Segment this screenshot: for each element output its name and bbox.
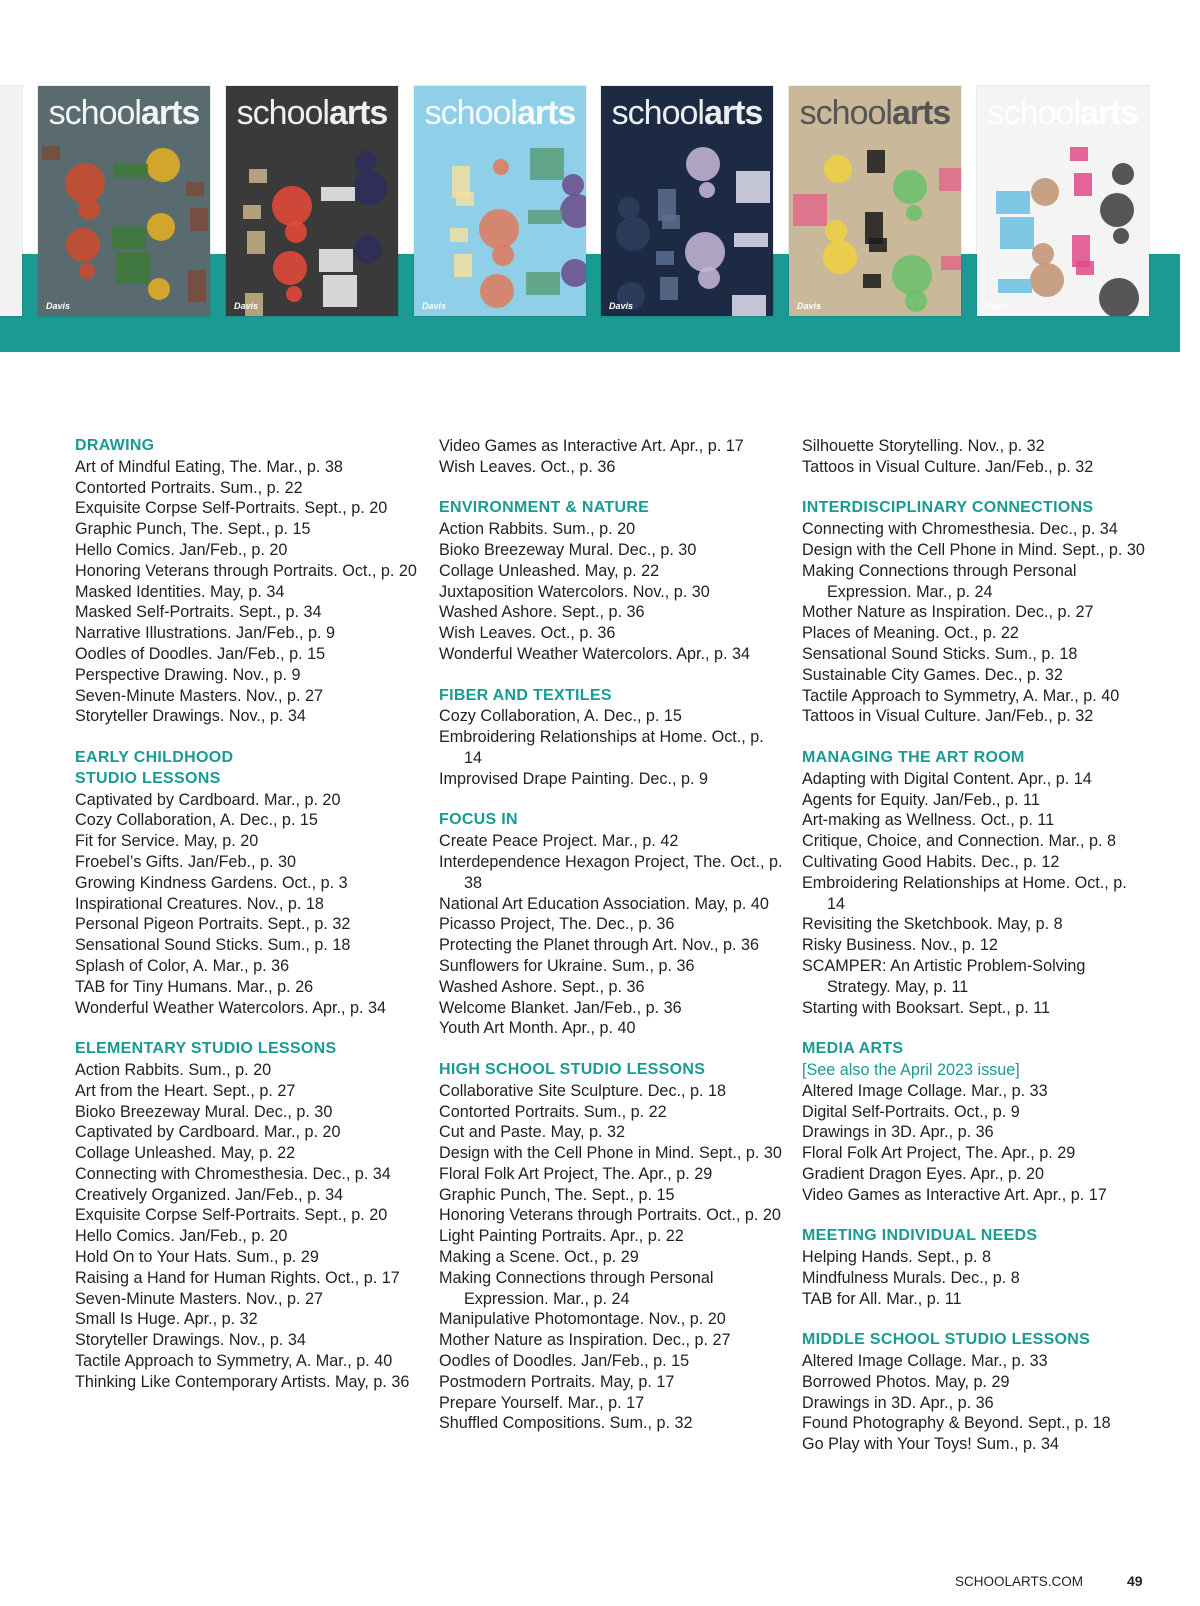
- index-section: [439, 810, 784, 1039]
- index-entry: Storyteller Drawings. Nov., p. 34: [75, 707, 306, 726]
- index-entry: Digital Self-Portraits. Oct., p. 9: [802, 1102, 1020, 1121]
- index-entry: Drawings in 3D. Apr., p. 36: [802, 1123, 994, 1142]
- cover-publisher: Davis: [422, 301, 447, 311]
- index-section: [439, 1060, 784, 1434]
- index-entry: Risky Business. Nov., p. 12: [802, 936, 998, 955]
- index-entry: Drawings in 3D. Apr., p. 36: [802, 1393, 994, 1412]
- index-entry: Wish Leaves. Oct., p. 36: [439, 624, 616, 643]
- cover-logo-school: school: [987, 94, 1080, 132]
- index-entry: Seven-Minute Masters. Nov., p. 27: [75, 686, 324, 705]
- index-entry: Juxtaposition Watercolors. Nov., p. 30: [439, 582, 710, 601]
- cover-publisher: Davis: [234, 301, 259, 311]
- cover-logo: [226, 94, 398, 132]
- cover-publisher: Davis: [797, 301, 822, 311]
- cover-logo: [977, 94, 1149, 132]
- index-entry: SCAMPER: An Artistic Problem-Solving Strategy. May, p. 11: [802, 956, 1086, 996]
- section-heading: MIDDLE SCHOOL STUDIO LESSONS: [802, 1331, 1091, 1349]
- index-entry: Making Connections through Personal Expression. Mar., p. 24: [439, 1268, 714, 1308]
- index-entry: Growing Kindness Gardens. Oct., p. 3: [75, 873, 348, 892]
- index-entry: Action Rabbits. Sum., p. 20: [439, 520, 636, 539]
- index-entry: Revisiting the Sketchbook. May, p. 8: [802, 915, 1063, 934]
- index-entry: Cultivating Good Habits. Dec., p. 12: [802, 852, 1060, 871]
- index-entry: Places of Meaning. Oct., p. 22: [802, 624, 1019, 643]
- cover-logo-school: school: [236, 94, 329, 132]
- index-entry: Action Rabbits. Sum., p. 20: [75, 1060, 272, 1079]
- index-section: [439, 686, 784, 790]
- index-entry: Hello Comics. Jan/Feb., p. 20: [75, 1227, 288, 1246]
- index-section: [75, 1039, 420, 1393]
- index-entry: Captivated by Cardboard. Mar., p. 20: [75, 1123, 341, 1142]
- index-entry: Wonderful Weather Watercolors. Apr., p. 34: [439, 644, 751, 663]
- cover-logo-arts: arts: [703, 94, 763, 132]
- index-entry: Making Connections through Personal Expression. Mar., p. 24: [802, 561, 1077, 601]
- index-entry: Video Games as Interactive Art. Apr., p. 17: [802, 1185, 1107, 1204]
- section-heading: HIGH SCHOOL STUDIO LESSONS: [439, 1060, 706, 1078]
- index-entry: Froebel’s Gifts. Jan/Feb., p. 30: [75, 852, 297, 871]
- index-entry: Agents for Equity. Jan/Feb., p. 11: [802, 790, 1040, 809]
- index-entry: Perspective Drawing. Nov., p. 9: [75, 665, 301, 684]
- magazine-cover: [414, 86, 586, 316]
- index-section: [802, 748, 1147, 1018]
- cover-logo-arts: arts: [516, 94, 576, 132]
- section-heading: MEDIA ARTS: [802, 1040, 904, 1058]
- index-entry: Storyteller Drawings. Nov., p. 34: [75, 1331, 306, 1350]
- index-entry: Exquisite Corpse Self-Portraits. Sept., p. 20: [75, 499, 388, 518]
- index-entry: TAB for Tiny Humans. Mar., p. 26: [75, 977, 314, 996]
- cover-logo-school: school: [799, 94, 892, 132]
- index-column-3: [802, 436, 1147, 1476]
- index-entry: Prepare Yourself. Mar., p. 17: [439, 1393, 645, 1412]
- index-entry: Raising a Hand for Human Rights. Oct., p. 17: [75, 1268, 400, 1287]
- index-entry: Contorted Portraits. Sum., p. 22: [439, 1102, 667, 1121]
- index-entry: Sustainable City Games. Dec., p. 32: [802, 665, 1063, 684]
- index-entry: Floral Folk Art Project, The. Apr., p. 29: [802, 1144, 1076, 1163]
- index-section: [802, 498, 1147, 727]
- index-entry: Oodles of Doodles. Jan/Feb., p. 15: [75, 644, 326, 663]
- index-entry: Starting with Booksart. Sept., p. 11: [802, 998, 1051, 1017]
- section-heading: EARLY CHILDHOOD STUDIO LESSONS: [75, 748, 234, 787]
- index-entry: Collage Unleashed. May, p. 22: [75, 1144, 296, 1163]
- index-entry: Thinking Like Contemporary Artists. May, p. 36: [75, 1372, 410, 1391]
- index-entry: Tactile Approach to Symmetry, A. Mar., p. 40: [802, 686, 1120, 705]
- index-entry: Contorted Portraits. Sum., p. 22: [75, 478, 303, 497]
- section-note: [See also the April 2023 issue]: [802, 1060, 1020, 1079]
- section-heading: MEETING INDIVIDUAL NEEDS: [802, 1227, 1038, 1245]
- section-heading: ELEMENTARY STUDIO LESSONS: [75, 1040, 337, 1058]
- index-entry: National Art Education Association. May, p. 40: [439, 894, 769, 913]
- section-heading: MANAGING THE ART ROOM: [802, 748, 1025, 766]
- index-entry: Sensational Sound Sticks. Sum., p. 18: [75, 936, 351, 955]
- cover-logo-arts: arts: [328, 94, 388, 132]
- cover-logo: [414, 94, 586, 132]
- index-entry: Mindfulness Murals. Dec., p. 8: [802, 1268, 1020, 1287]
- index-entry: Youth Art Month. Apr., p. 40: [439, 1019, 636, 1038]
- index-entry: Art from the Heart. Sept., p. 27: [75, 1081, 296, 1100]
- magazine-cover: [601, 86, 773, 316]
- index-entry: Interdependence Hexagon Project, The. Oct., p. 38: [439, 852, 783, 892]
- magazine-cover: [226, 86, 398, 316]
- index-entry: Tattoos in Visual Culture. Jan/Feb., p. 32: [802, 457, 1094, 476]
- index-entry: TAB for All. Mar., p. 11: [802, 1289, 962, 1308]
- cover-logo-school: school: [48, 94, 141, 132]
- page-number: 49: [1127, 1573, 1143, 1589]
- index-entry: Embroidering Relationships at Home. Oct., p. 14: [439, 728, 764, 767]
- index-entry: Critique, Choice, and Connection. Mar., p. 8: [802, 832, 1117, 851]
- cover-publisher: Davis: [46, 301, 71, 311]
- index-entry: Hold On to Your Hats. Sum., p. 29: [75, 1248, 319, 1267]
- index-column-1: [75, 436, 420, 1413]
- index-section: [802, 1330, 1147, 1455]
- index-entry: Shuffled Compositions. Sum., p. 32: [439, 1414, 693, 1433]
- index-entry: Washed Ashore. Sept., p. 36: [439, 603, 645, 622]
- index-section: [75, 436, 420, 727]
- index-entry: Cozy Collaboration, A. Dec., p. 15: [439, 707, 682, 726]
- index-entry: Light Painting Portraits. Apr., p. 22: [439, 1227, 684, 1246]
- index-entry: Gradient Dragon Eyes. Apr., p. 20: [802, 1164, 1045, 1183]
- index-entry: Connecting with Chromesthesia. Dec., p. 34: [802, 520, 1118, 539]
- index-entry: Connecting with Chromesthesia. Dec., p. 34: [75, 1164, 391, 1183]
- index-entry: Exquisite Corpse Self-Portraits. Sept., p. 20: [75, 1206, 388, 1225]
- index-entry: Honoring Veterans through Portraits. Oct., p. 20: [75, 561, 417, 580]
- index-entry: Embroidering Relationships at Home. Oct., p. 14: [802, 873, 1127, 913]
- index-entry: Graphic Punch, The. Sept., p. 15: [439, 1185, 675, 1204]
- index-entry: Bioko Breezeway Mural. Dec., p. 30: [439, 540, 697, 559]
- index-entry: Create Peace Project. Mar., p. 42: [439, 832, 679, 851]
- section-heading: FOCUS IN: [439, 811, 518, 829]
- cover-publisher: Davis: [609, 301, 634, 311]
- index-entry: Video Games as Interactive Art. Apr., p. 17: [439, 437, 744, 455]
- section-heading: FIBER AND TEXTILES: [439, 686, 612, 704]
- index-section: [439, 436, 784, 478]
- index-entry: Masked Self-Portraits. Sept., p. 34: [75, 603, 322, 622]
- index-entry: Creatively Organized. Jan/Feb., p. 34: [75, 1185, 344, 1204]
- magazine-cover: [977, 86, 1149, 316]
- section-heading: INTERDISCIPLINARY CONNECTIONS: [802, 499, 1094, 517]
- index-entry: Cut and Paste. May, p. 32: [439, 1123, 625, 1142]
- index-entry: Adapting with Digital Content. Apr., p. 14: [802, 769, 1092, 788]
- magazine-cover: [38, 86, 210, 316]
- cover-publisher: Davis: [985, 301, 1010, 311]
- index-entry: Sensational Sound Sticks. Sum., p. 18: [802, 644, 1078, 663]
- index-section: [439, 498, 784, 664]
- cover-logo-school: school: [424, 94, 517, 132]
- index-entry: Cozy Collaboration, A. Dec., p. 15: [75, 811, 318, 830]
- index-entry: Altered Image Collage. Mar., p. 33: [802, 1081, 1048, 1100]
- index-entry: Collaborative Site Sculpture. Dec., p. 18: [439, 1081, 727, 1100]
- cover-logo-arts: arts: [891, 94, 951, 132]
- index-section: [802, 1226, 1147, 1309]
- index-entry: Oodles of Doodles. Jan/Feb., p. 15: [439, 1352, 690, 1371]
- index-entry: Washed Ashore. Sept., p. 36: [439, 977, 645, 996]
- cover-logo: [789, 94, 961, 132]
- index-entry: Improvised Drape Painting. Dec., p. 9: [439, 769, 709, 788]
- index-entry: Floral Folk Art Project, The. Apr., p. 29: [439, 1164, 713, 1183]
- index-entry: Manipulative Photomontage. Nov., p. 20: [439, 1310, 726, 1329]
- index-entry: Helping Hands. Sept., p. 8: [802, 1248, 991, 1267]
- index-entry: Postmodern Portraits. May, p. 17: [439, 1372, 675, 1391]
- index-entry: Graphic Punch, The. Sept., p. 15: [75, 520, 311, 539]
- footer-site: SCHOOLARTS.COM: [955, 1574, 1084, 1589]
- cover-logo: [38, 94, 210, 132]
- index-entry: Collage Unleashed. May, p. 22: [439, 561, 660, 580]
- index-entry: Inspirational Creatures. Nov., p. 18: [75, 894, 324, 913]
- index-entry: Masked Identities. May, p. 34: [75, 582, 285, 601]
- index-entry: Art-making as Wellness. Oct., p. 11: [802, 811, 1055, 830]
- index-entry: Personal Pigeon Portraits. Sept., p. 32: [75, 915, 351, 934]
- index-entry: Honoring Veterans through Portraits. Oct., p. 20: [439, 1206, 781, 1225]
- index-entry: Wonderful Weather Watercolors. Apr., p. 34: [75, 998, 387, 1017]
- index-entry: Sunflowers for Ukraine. Sum., p. 36: [439, 956, 695, 975]
- cover-logo: [601, 94, 773, 132]
- index-entry: Making a Scene. Oct., p. 29: [439, 1248, 639, 1267]
- index-section: [75, 748, 420, 1018]
- index-entry: Art of Mindful Eating, The. Mar., p. 38: [75, 457, 343, 476]
- index-entry: Mother Nature as Inspiration. Dec., p. 27: [802, 603, 1094, 622]
- index-entry: Splash of Color, A. Mar., p. 36: [75, 956, 290, 975]
- index-entry: Wish Leaves. Oct., p. 36: [439, 457, 616, 476]
- magazine-cover: [789, 86, 961, 316]
- index-entry: Small Is Huge. Apr., p. 32: [75, 1310, 258, 1329]
- index-entry: Design with the Cell Phone in Mind. Sept., p. 30: [802, 540, 1145, 559]
- index-entry: Design with the Cell Phone in Mind. Sept., p. 30: [439, 1144, 782, 1163]
- cover-logo-arts: arts: [1079, 94, 1139, 132]
- index-entry: Silhouette Storytelling. Nov., p. 32: [802, 437, 1045, 455]
- index-entry: Altered Image Collage. Mar., p. 33: [802, 1352, 1048, 1371]
- cover-logo-school: school: [611, 94, 704, 132]
- index-entry: Welcome Blanket. Jan/Feb., p. 36: [439, 998, 682, 1017]
- index-entry: Tactile Approach to Symmetry, A. Mar., p. 40: [75, 1352, 393, 1371]
- index-entry: Captivated by Cardboard. Mar., p. 20: [75, 790, 341, 809]
- index-entry: Go Play with Your Toys! Sum., p. 34: [802, 1435, 1060, 1454]
- section-heading: DRAWING: [75, 437, 155, 454]
- index-entry: Tattoos in Visual Culture. Jan/Feb., p. 32: [802, 707, 1094, 726]
- index-section: [802, 1039, 1147, 1205]
- cover-edge: [0, 86, 22, 316]
- index-entry: Borrowed Photos. May, p. 29: [802, 1372, 1010, 1391]
- index-entry: Protecting the Planet through Art. Nov., p. 36: [439, 936, 760, 955]
- index-entry: Found Photography & Beyond. Sept., p. 18: [802, 1414, 1111, 1433]
- index-entry: Mother Nature as Inspiration. Dec., p. 27: [439, 1331, 731, 1350]
- index-entry: Fit for Service. May, p. 20: [75, 832, 259, 851]
- cover-logo-arts: arts: [140, 94, 200, 132]
- index-section: [802, 436, 1147, 478]
- index-entry: Narrative Illustrations. Jan/Feb., p. 9: [75, 624, 336, 643]
- index-column-2: [439, 436, 784, 1455]
- section-heading: ENVIRONMENT & NATURE: [439, 499, 650, 517]
- index-entry: Seven-Minute Masters. Nov., p. 27: [75, 1289, 324, 1308]
- index-entry: Bioko Breezeway Mural. Dec., p. 30: [75, 1102, 333, 1121]
- index-entry: Picasso Project, The. Dec., p. 36: [439, 915, 675, 934]
- index-entry: Hello Comics. Jan/Feb., p. 20: [75, 540, 288, 559]
